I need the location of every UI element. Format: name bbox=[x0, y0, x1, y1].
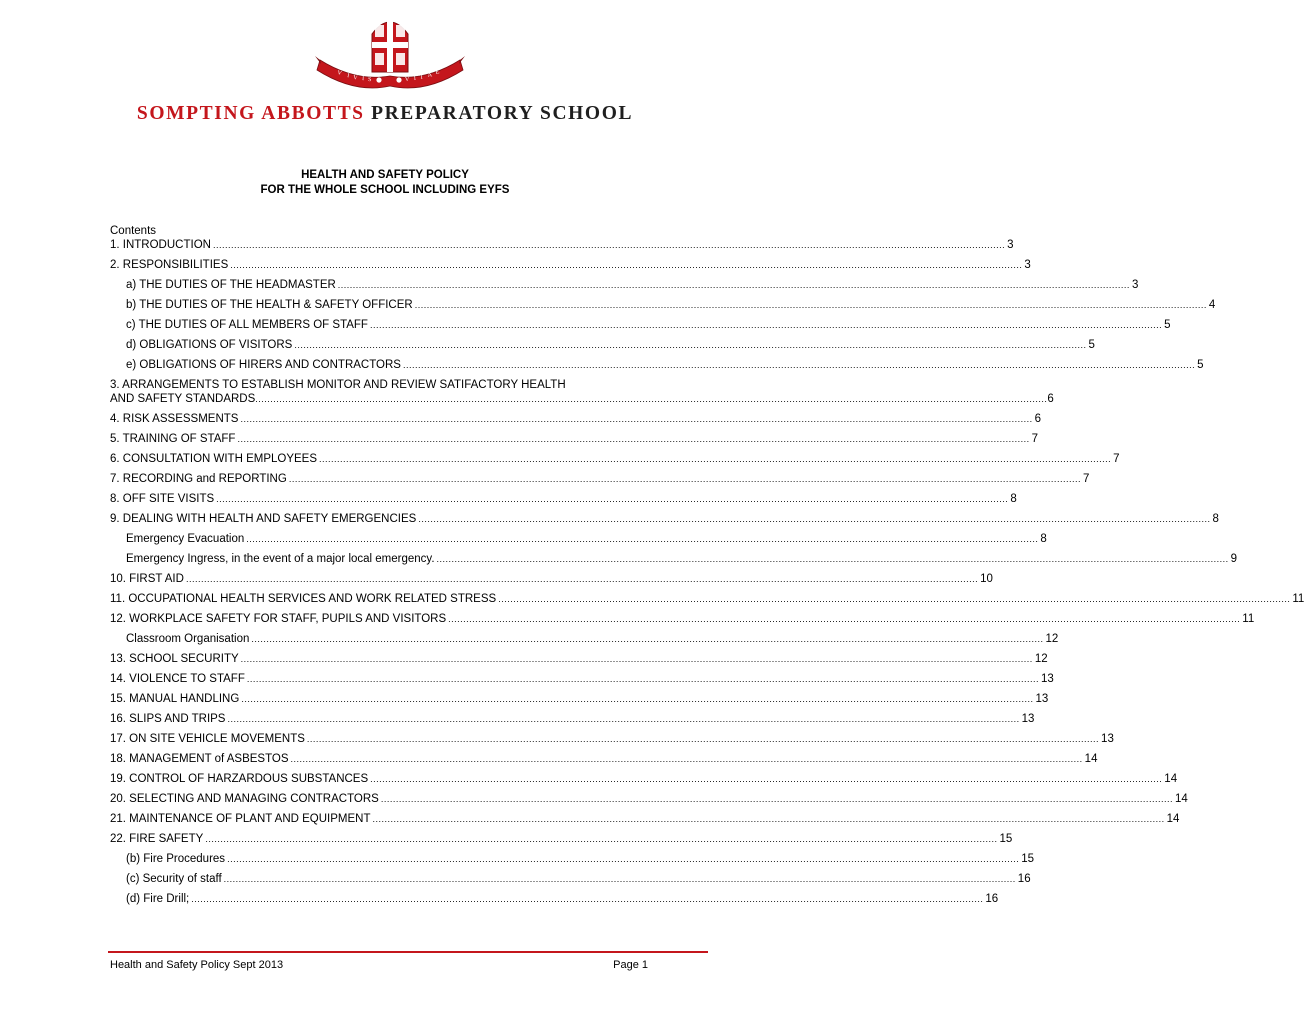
toc-entry[interactable] bbox=[110, 672, 1054, 687]
toc-leader: ........................................................................................................................................................................................................................................................................ bbox=[246, 534, 1039, 544]
toc-entry-label: d) OBLIGATIONS OF VISITORS bbox=[126, 339, 293, 351]
toc-leader: ........................................................................................................................................................................................................................................................................ bbox=[436, 554, 1229, 564]
toc-entry-page: 13 bbox=[1101, 733, 1114, 745]
svg-text:V: V bbox=[352, 75, 358, 82]
toc-entry-label: 15. MANUAL HANDLING bbox=[110, 693, 240, 705]
svg-text:V: V bbox=[336, 70, 343, 77]
toc-leader: ........................................................................................................................................................................................................................................................................ bbox=[294, 340, 1087, 350]
svg-text:I: I bbox=[413, 75, 417, 82]
toc-entry-page: 14 bbox=[1084, 753, 1098, 765]
toc-entry-label: 20. SELECTING AND MANAGING CONTRACTORS bbox=[110, 793, 379, 805]
footer-page-number: Page 1 bbox=[613, 959, 648, 971]
toc-entry-label: (d) Fire Drill; bbox=[126, 893, 190, 905]
svg-text:I: I bbox=[361, 76, 365, 83]
toc-entry-label: 22. FIRE SAFETY bbox=[110, 833, 204, 845]
toc-entry[interactable] bbox=[110, 692, 1049, 707]
toc-leader: ........................................................................................................................................................................................................................................................................ bbox=[288, 474, 1081, 484]
toc-entry[interactable] bbox=[110, 612, 1255, 627]
toc-entry-page: 16 bbox=[985, 893, 999, 905]
toc-leader: ........................................................................................................................................................................................................................................................................ bbox=[498, 594, 1291, 604]
toc-leader: ........................................................................................................................................................................................................................................................................ bbox=[185, 574, 979, 584]
toc-leader: ........................................................................................................................................................................................................................................................................ bbox=[448, 614, 1241, 624]
toc-entry-label: Emergency Evacuation bbox=[126, 533, 245, 545]
toc-entry-label: (c) Security of staff bbox=[126, 873, 222, 885]
toc-entry-label: 7. RECORDING and REPORTING bbox=[110, 473, 287, 485]
toc-entry-page: 12 bbox=[1034, 653, 1048, 665]
toc-entry-label: e) OBLIGATIONS OF HIRERS AND CONTRACTORS bbox=[126, 359, 401, 371]
toc-leader: ........................................................................................................................................................................................................................................................................ bbox=[241, 694, 1034, 704]
toc-entry-page: 3 bbox=[1007, 239, 1014, 251]
toc-entry-label: Classroom Organisation bbox=[126, 633, 250, 645]
toc-entry-page: 12 bbox=[1045, 633, 1059, 645]
toc-entry-page: 7 bbox=[1082, 473, 1090, 485]
toc-entry[interactable] bbox=[110, 238, 1014, 253]
toc-entry-page: 15 bbox=[999, 833, 1013, 845]
toc-entry[interactable] bbox=[126, 358, 1204, 373]
toc-entry-page: 11 bbox=[1292, 593, 1304, 605]
toc-entry[interactable] bbox=[110, 652, 1048, 667]
contents-heading: Contents bbox=[110, 225, 157, 237]
toc-entry-label: 13. SCHOOL SECURITY bbox=[110, 653, 239, 665]
toc-leader: ........................................................................................................................................................................................................................................................................ bbox=[227, 854, 1020, 864]
toc-entry-label: 9. DEALING WITH HEALTH AND SAFETY EMERGENCIES bbox=[110, 513, 417, 525]
toc-entry[interactable] bbox=[126, 852, 1034, 867]
toc-leader: ........................................................................................................................................................................................................................................................................ bbox=[240, 414, 1033, 424]
toc-leader: ........................................................................................................................................................................................................................................................................ bbox=[191, 894, 984, 904]
toc-entry-label: Emergency Ingress, in the event of a major local emergency. bbox=[126, 553, 435, 565]
toc-entry-label: a) THE DUTIES OF THE HEADMASTER bbox=[126, 279, 336, 291]
toc-entry[interactable] bbox=[126, 532, 1047, 547]
toc-entry-page: 8 bbox=[1212, 513, 1219, 525]
toc-entry-page: 13 bbox=[1041, 673, 1054, 685]
toc-entry-page: 16 bbox=[1017, 873, 1031, 885]
svg-text:T: T bbox=[419, 74, 424, 81]
toc-entry-page: 11 bbox=[1242, 613, 1255, 625]
toc-leader: ........................................................................................................................................................................................................................................................................ bbox=[205, 834, 998, 844]
toc-entry-page: 4 bbox=[1208, 299, 1216, 311]
toc-leader: ........................................................................................................................................................................................................................................................................ bbox=[255, 394, 1048, 404]
toc-entry-page: 6 bbox=[1047, 393, 1054, 405]
document-title-line2: FOR THE WHOLE SCHOOL INCLUDING EYFS bbox=[260, 184, 510, 196]
toc-leader: ........................................................................................................................................................................................................................................................................ bbox=[418, 514, 1211, 524]
toc-leader: ........................................................................................................................................................................................................................................................................ bbox=[306, 734, 1100, 744]
toc-entry[interactable] bbox=[110, 732, 1114, 747]
toc-leader: ........................................................................................................................................................................................................................................................................ bbox=[414, 300, 1207, 310]
document-title-line1: HEALTH AND SAFETY POLICY bbox=[301, 169, 469, 181]
toc-leader: ........................................................................................................................................................................................................................................................................ bbox=[223, 874, 1016, 884]
svg-text:V: V bbox=[404, 76, 410, 83]
toc-entry-label: 14. VIOLENCE TO STAFF bbox=[110, 673, 245, 685]
toc-entry[interactable] bbox=[110, 752, 1098, 767]
toc-leader: ........................................................................................................................................................................................................................................................................ bbox=[319, 454, 1112, 464]
toc-entry-label: c) THE DUTIES OF ALL MEMBERS OF STAFF bbox=[126, 319, 368, 331]
toc-entry-page: 5 bbox=[1164, 319, 1171, 331]
toc-entry[interactable] bbox=[126, 338, 1095, 353]
toc-leader: ........................................................................................................................................................................................................................................................................ bbox=[240, 654, 1033, 664]
toc-entry-label: 10. FIRST AID bbox=[110, 573, 184, 585]
toc-entry-label: 21. MAINTENANCE OF PLANT AND EQUIPMENT bbox=[110, 813, 371, 825]
toc-entry-page: 6 bbox=[1034, 413, 1042, 425]
toc-leader: ........................................................................................................................................................................................................................................................................ bbox=[372, 814, 1165, 824]
toc-entry[interactable] bbox=[110, 832, 1013, 847]
toc-leader: ........................................................................................................................................................................................................................................................................ bbox=[246, 674, 1039, 684]
toc-entry-label: 5. TRAINING OF STAFF bbox=[110, 433, 236, 445]
toc-entry-page: 7 bbox=[1113, 453, 1120, 465]
toc-entry-page: 14 bbox=[1174, 793, 1188, 805]
toc-leader: ........................................................................................................................................................................................................................................................................ bbox=[290, 754, 1083, 764]
toc-entry-label: 16. SLIPS AND TRIPS bbox=[110, 713, 226, 725]
svg-text:I: I bbox=[346, 73, 350, 80]
toc-entry-label-line1: 3. ARRANGEMENTS TO ESTABLISH MONITOR AND REVIEW SATIFACTORY HEALTH bbox=[110, 379, 566, 391]
toc-entry[interactable] bbox=[126, 318, 1171, 333]
toc-entry-label: 1. INTRODUCTION bbox=[110, 239, 211, 251]
toc-entry-label: 18. MANAGEMENT of ASBESTOS bbox=[110, 753, 289, 765]
toc-entry-label: 11. OCCUPATIONAL HEALTH SERVICES AND WORK RELATED STRESS bbox=[110, 593, 497, 605]
toc-entry[interactable] bbox=[126, 892, 999, 907]
toc-entry-page: 8 bbox=[1040, 533, 1047, 545]
toc-entry-label: 17. ON SITE VEHICLE MOVEMENTS bbox=[110, 733, 305, 745]
toc-entry-label: 12. WORKPLACE SAFETY FOR STAFF, PUPILS AND VISITORS bbox=[110, 613, 447, 625]
toc-entry[interactable] bbox=[110, 572, 993, 587]
toc-entry-label: 19. CONTROL OF HARZARDOUS SUBSTANCES bbox=[110, 773, 369, 785]
school-name-part2: PREPARATORY SCHOOL bbox=[371, 103, 634, 124]
toc-entry[interactable] bbox=[110, 792, 1188, 807]
toc-entry-label: 8. OFF SITE VISITS bbox=[110, 493, 215, 505]
toc-entry-page: 3 bbox=[1131, 279, 1139, 291]
svg-text:A: A bbox=[427, 72, 433, 79]
toc-leader: ........................................................................................................................................................................................................................................................................ bbox=[337, 280, 1130, 290]
toc-leader: ........................................................................................................................................................................................................................................................................ bbox=[369, 320, 1163, 330]
footer-divider bbox=[108, 951, 708, 953]
toc-entry[interactable] bbox=[110, 258, 1031, 273]
toc-entry[interactable] bbox=[110, 412, 1042, 427]
toc-entry[interactable] bbox=[110, 492, 1017, 507]
svg-text:S: S bbox=[367, 77, 372, 84]
toc-entry-page: 14 bbox=[1166, 813, 1180, 825]
toc-entry-label: b) THE DUTIES OF THE HEALTH & SAFETY OFFICER bbox=[126, 299, 413, 311]
toc-entry-page: 13 bbox=[1035, 693, 1049, 705]
toc-entry-page: 7 bbox=[1031, 433, 1038, 445]
toc-entry-label: 4. RISK ASSESSMENTS bbox=[110, 413, 239, 425]
toc-leader: ........................................................................................................................................................................................................................................................................ bbox=[251, 634, 1044, 644]
toc-leader: ........................................................................................................................................................................................................................................................................ bbox=[380, 794, 1173, 804]
toc-entry[interactable] bbox=[110, 592, 1304, 607]
toc-leader: ........................................................................................................................................................................................................................................................................ bbox=[227, 714, 1020, 724]
table-of-contents bbox=[110, 0, 1304, 1024]
toc-entry[interactable] bbox=[126, 872, 1031, 887]
footer-document-title: Health and Safety Policy Sept 2013 bbox=[110, 959, 284, 971]
toc-entry-page: 10 bbox=[980, 573, 993, 585]
toc-entry-page: 14 bbox=[1164, 773, 1178, 785]
toc-entry[interactable] bbox=[110, 772, 1178, 787]
toc-entry[interactable] bbox=[110, 712, 1035, 727]
toc-entry-page: 3 bbox=[1024, 259, 1031, 271]
toc-leader: ........................................................................................................................................................................................................................................................................ bbox=[402, 360, 1196, 370]
svg-text:E: E bbox=[435, 69, 441, 76]
school-name-part1: SOMPTING ABBOTTS bbox=[136, 103, 365, 124]
toc-entry-page: 13 bbox=[1021, 713, 1035, 725]
toc-entry-label: 6. CONSULTATION WITH EMPLOYEES bbox=[110, 453, 318, 465]
toc-entry[interactable] bbox=[126, 278, 1139, 293]
toc-entry[interactable] bbox=[126, 552, 1238, 567]
toc-entry[interactable] bbox=[110, 472, 1090, 487]
toc-entry[interactable] bbox=[110, 452, 1120, 467]
toc-leader: ........................................................................................................................................................................................................................................................................ bbox=[370, 774, 1163, 784]
toc-entry[interactable] bbox=[110, 812, 1180, 827]
toc-entry-page: 5 bbox=[1088, 339, 1095, 351]
toc-entry-page: 8 bbox=[1010, 493, 1017, 505]
toc-entry-label-line2: AND SAFETY STANDARDS bbox=[110, 393, 256, 405]
toc-leader: ........................................................................................................................................................................................................................................................................ bbox=[212, 240, 1006, 250]
toc-leader: ........................................................................................................................................................................................................................................................................ bbox=[230, 260, 1023, 270]
toc-entry-page: 15 bbox=[1021, 853, 1034, 865]
toc-entry[interactable] bbox=[126, 632, 1059, 647]
toc-entry[interactable] bbox=[110, 432, 1038, 447]
toc-entry[interactable] bbox=[110, 378, 1054, 406]
toc-leader: ........................................................................................................................................................................................................................................................................ bbox=[216, 494, 1009, 504]
toc-entry-label: (b) Fire Procedures bbox=[126, 853, 226, 865]
toc-entry-page: 9 bbox=[1230, 553, 1238, 565]
toc-entry[interactable] bbox=[126, 298, 1216, 313]
toc-entry[interactable] bbox=[110, 512, 1219, 527]
toc-entry-page: 5 bbox=[1197, 359, 1204, 371]
toc-leader: ........................................................................................................................................................................................................................................................................ bbox=[237, 434, 1030, 444]
toc-entry-label: 2. RESPONSIBILITIES bbox=[110, 259, 229, 271]
